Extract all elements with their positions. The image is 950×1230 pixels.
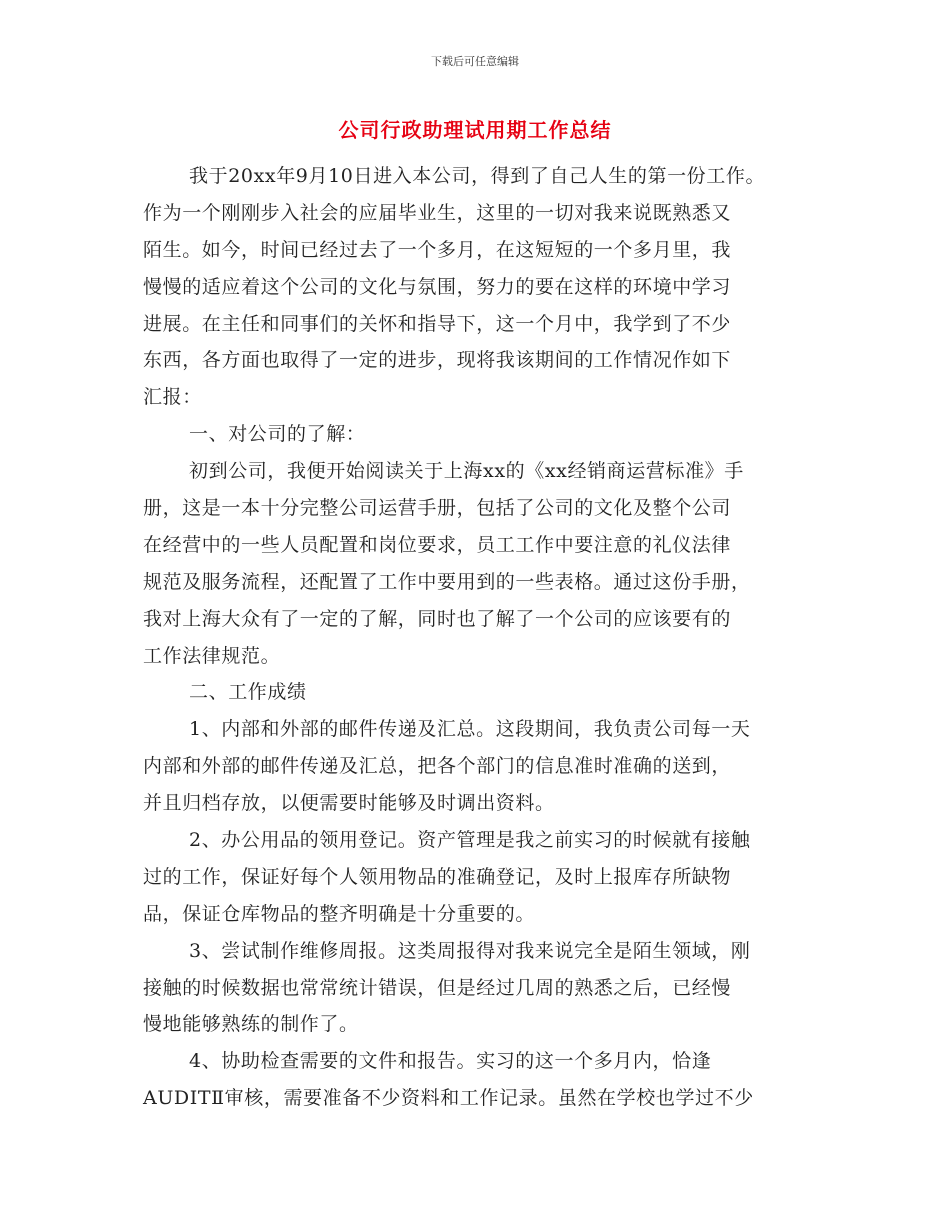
text-line: 过的工作，保证好每个人领用物品的准确登记，及时上报库存所缺物 [143,865,732,888]
text-line: 内部和外部的邮件传递及汇总，把各个部门的信息准时准确的送到， [143,755,732,778]
text-line: 规范及服务流程，还配置了工作中要用到的一些表格。通过这份手册， [143,570,751,593]
text-line: 一、对公司的了解： [189,423,366,446]
text-line: 慢地能够熟练的制作了。 [143,1013,359,1036]
text-line: 汇报： [143,386,202,409]
text-line: 4、协助检查需要的文件和报告。实习的这一个多月内，恰逢 [189,1050,712,1073]
text-line: 工作法律规范。 [143,644,281,667]
text-line: AUDITⅡ审核，需要准备不少资料和工作记录。虽然在学校也学过不少 [143,1087,754,1110]
text-line: 我对上海大众有了一定的了解，同时也了解了一个公司的应该要有的 [143,607,732,630]
text-line: 东西，各方面也取得了一定的进步，现将我该期间的工作情况作如下 [143,349,732,372]
text-line: 二、工作成绩 [189,681,307,704]
document-title: 公司行政助理试用期工作总结 [338,118,612,142]
text-line: 册，这是一本十分完整公司运营手册，包括了公司的文化及整个公司 [143,497,732,520]
text-line: 3、尝试制作维修周报。这类周报得对我来说完全是陌生领域，刚 [189,939,751,962]
text-line: 陌生。如今，时间已经过去了一个多月，在这短短的一个多月里，我 [143,238,732,261]
text-line: 并且归档存放，以便需要时能够及时调出资料。 [143,792,555,815]
text-line: 初到公司，我便开始阅读关于上海xx的《xx经销商运营标准》手 [189,460,744,483]
text-line: 品，保证仓库物品的整齐明确是十分重要的。 [143,902,536,925]
text-line: 我于20xx年9月10日进入本公司，得到了自己人生的第一份工作。 [189,165,766,187]
document-body [143,158,823,1117]
text-line: 在经营中的一些人员配置和岗位要求，员工工作中要注意的礼仪法律 [143,533,732,556]
text-line: 慢慢的适应着这个公司的文化与氛围，努力的要在这样的环境中学习 [143,275,732,298]
text-line: 进展。在主任和同事们的关怀和指导下，这一个月中，我学到了不少 [143,312,732,335]
header-note: 下载后可任意编辑 [431,55,519,68]
text-line: 作为一个刚刚步入社会的应届毕业生，这里的一切对我来说既熟悉又 [143,201,732,224]
text-line: 2、办公用品的领用登记。资产管理是我之前实习的时候就有接触 [189,829,751,852]
text-line: 接触的时候数据也常常统计错误，但是经过几周的熟悉之后，已经慢 [143,976,732,999]
text-line: 1、内部和外部的邮件传递及汇总。这段期间，我负责公司每一天 [189,718,751,741]
